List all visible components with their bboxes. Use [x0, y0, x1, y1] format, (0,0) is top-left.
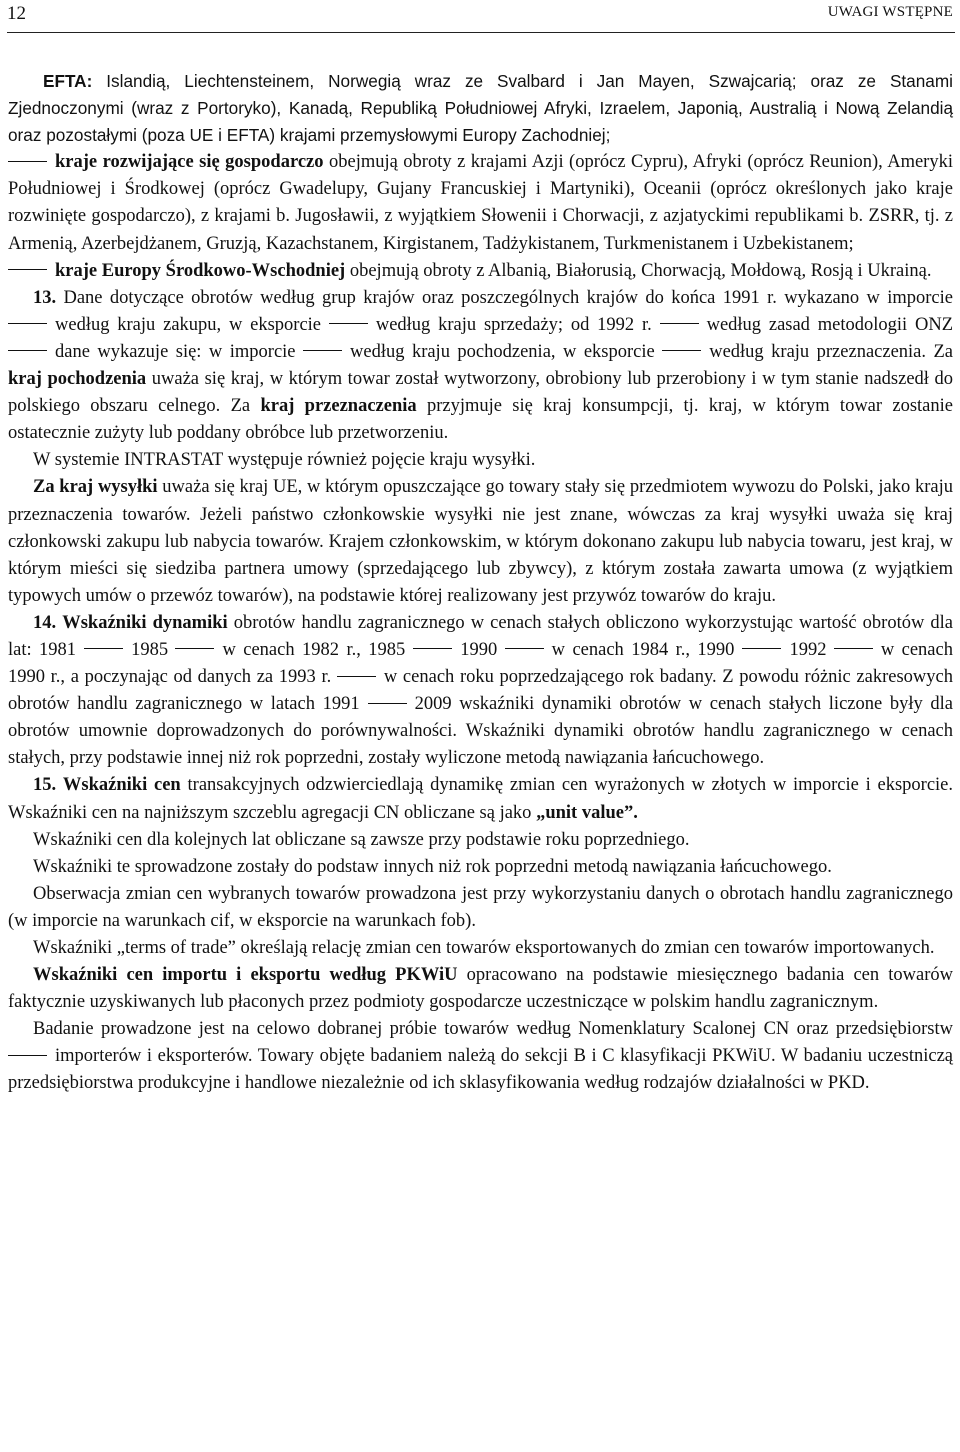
note-14-text: 2009 wskaźniki dynamiki obrotów w cenach stałych liczone były dla obrotów umownie doprowadzonych do porównywalności. Wskaźniki dynamiki obrotów handlu zagranicznego w cenach stałych, przy podstawie innej niż rok poprzedni, zostały wyliczone metodą nawiązania łańcuchowego. [8, 694, 953, 769]
note-14-text: w cenach 1982 r., 1985 [222, 639, 406, 660]
note-14-paragraph [8, 610, 953, 773]
dispatch-text: uważa się kraj UE, w którym opuszczające go towary stały się przedmiotem wywozu do Polski, jako kraju przeznaczenia towarów. Jeżeli państwo członkowskie wysyłki nie jest znane, wówczas za kraj wysyłki uważa się kraj członkowski zakupu lub nabycia towarów. Krajem członkowskim, w którym dokonano zakupu lub nabycia towaru, jest kraj, w którym mieści się siedziba partnera umowy (sprzedającego lub zbywcy), z którym została zawarta umowa (z wyjątkiem typowych umów o przewóz towarów), na podstawie której realizowany jest przywóz towarów do kraju. [8, 477, 953, 606]
em-dash [368, 703, 407, 704]
em-dash [505, 648, 544, 649]
em-dash [413, 648, 452, 649]
header-rule [7, 32, 955, 33]
efta-term: EFTA: [43, 71, 93, 91]
note-13-text: uważa się kraj, w którym towar został wytworzony, obrobiony lub przerobiony i w tym stanie nadszedł do polskiego obszaru celnego. Za [8, 369, 954, 417]
note-14-text: w cenach 1990 r., a poczynając od danych za 1993 r. [8, 639, 953, 688]
note-13-text: dane wykazuje się: w imporcie [55, 341, 303, 362]
efta-text: Islandią, Liechtensteinem, Norwegią wraz ze Svalbard i Jan Mayen, Szwajcarią; oraz ze Stanami Zjednoczonymi (wraz z Portoryko), Kanadą, Republiką Południowej Afryki, Izraelem, Japonią, Australią i Nową Zelandią oraz pozostałymi (poza UE i EFTA) krajami przemysłowymi Europy Zachodniej; [8, 71, 953, 146]
price-observation-paragraph: Obserwacja zmian cen wybranych towarów prowadzona jest przy wykorzystaniu danych o obrotach handlu zagranicznego (w imporcie na warunkach cif, w eksporcie na warunkach fob). [8, 883, 953, 931]
central-eastern-text: obejmują obroty z Albanią, Białorusią, Chorwacją, Mołdową, Rosją i Ukrainą. [345, 260, 932, 281]
em-dash [660, 323, 699, 324]
note-14-text: obrotów handlu zagranicznego w cenach stałych obliczono wykorzystując wartość obrotów dla lat: 1981 [8, 612, 953, 660]
em-dash [84, 648, 123, 649]
note-13-text: według kraju przeznaczenia. Za [709, 341, 953, 362]
em-dash [742, 648, 781, 649]
survey-text: importerów i eksporterów. Towary objęte badaniem należą do sekcji B i C klasyfikacji PKWiU. W badaniu uczestniczą przedsiębiorstwa produkcyjne i handlowe niezależnie od ich sklasyfikowania według rodzajów działalności w PKD. [8, 1046, 953, 1094]
developing-text: obejmują obroty z krajami Azji (oprócz Cypru), Afryki (oprócz Reunion), Ameryki Południowej i Środkowej (oprócz Gwadelupy, Gujany Francuskiej i Martyniki), Oceanii (oprócz określonych jako kraje rozwinięte gospodarczo), z krajami b. Jugosławii, z wyjątkiem Słowenii i Chorwacji, z azjatyckimi republikami b. ZSRR, tj. z Armenią, Azerbejdżanem, Gruzją, Kazachstanem, Kirgistanem, Tadżykistanem, Turkmenistanem i Uzbekistanem; [8, 152, 953, 254]
efta-paragraph [8, 68, 953, 149]
price-indices-basis-paragraph: Wskaźniki cen dla kolejnych lat obliczane są zawsze przy podstawie roku poprzedniego. [33, 829, 690, 850]
terms-of-trade-paragraph: Wskaźniki „terms of trade” określają relację zmian cen towarów eksportowanych do zmian cen towarów importowanych. [33, 938, 935, 958]
intrastat-paragraph: W systemie INTRASTAT występuje również pojęcie kraju wysyłki. [33, 450, 536, 471]
note-14-text: 1985 [131, 639, 176, 660]
note-14-text: 1992 [789, 639, 834, 660]
em-dash [337, 676, 376, 677]
chain-linking-paragraph: Wskaźniki te sprowadzone zostały do podstaw innych niż rok poprzedni metodą nawiązania łańcuchowego. [33, 856, 832, 877]
em-dash [8, 323, 47, 324]
em-dash [8, 161, 47, 162]
note-15-number: 15. [33, 775, 57, 796]
developing-term: kraje rozwijające się gospodarczo [55, 152, 324, 173]
developing-countries-paragraph [8, 149, 953, 257]
page-body [8, 68, 953, 1098]
note-13-number: 13. [33, 287, 57, 308]
note-15-text: transakcyjnych odzwierciedlają dynamikę zmian cen wyrażonych w złotych w imporcie i eksporcie. Wskaźniki cen na najniższym szczeblu agregacji CN obliczane są jako [8, 775, 954, 823]
origin-country-term: kraj pochodzenia [8, 369, 147, 390]
note-15-paragraph [8, 772, 953, 826]
em-dash [834, 648, 873, 649]
price-indices-term: Wskaźniki cen [62, 775, 181, 796]
note-13-text: według kraju zakupu, w eksporcie [55, 314, 329, 335]
note-13-text: według kraju sprzedaży; od 1992 r. [375, 314, 660, 335]
central-eastern-paragraph [8, 258, 953, 285]
pkwiu-text: opracowano na podstawie miesięcznego badania cen towarów faktycznie uzyskiwanych lub płaconych przez podmioty gospodarcze uczestniczące w polskim handlu zagranicznym. [8, 965, 954, 1013]
note-13-paragraph [8, 285, 953, 448]
em-dash [662, 350, 701, 351]
destination-country-term: kraj przeznaczenia [260, 396, 417, 417]
em-dash [8, 269, 47, 270]
note-13-text: Dane dotyczące obrotów według grup krajów oraz poszczególnych krajów do końca 1991 r. wykazano w imporcie [56, 287, 953, 308]
note-13-text: według zasad metodologii ONZ [706, 314, 953, 335]
note-13-text: według kraju pochodzenia, w eksporcie [350, 341, 663, 362]
dynamics-indices-term: Wskaźniki dynamiki [62, 612, 228, 633]
pkwiu-paragraph [8, 962, 953, 1016]
dispatch-country-term: Za kraj wysyłki [33, 477, 158, 498]
em-dash [8, 350, 47, 351]
note-14-text: w cenach 1984 r., 1990 [551, 639, 735, 660]
section-title: UWAGI WSTĘPNE [827, 4, 953, 20]
em-dash [175, 648, 214, 649]
unit-value-term: „unit value”. [536, 802, 638, 823]
pkwiu-term: Wskaźniki cen importu i eksportu według PKWiU [33, 965, 458, 986]
page-header [0, 0, 960, 30]
survey-text: Badanie prowadzone jest na celowo dobranej próbie towarów według Nomenklatury Scalonej CN oraz przedsiębiorstw [33, 1019, 953, 1040]
survey-paragraph [8, 1016, 953, 1097]
em-dash [8, 1055, 47, 1056]
note-14-number: 14. [33, 612, 57, 633]
em-dash [329, 323, 368, 324]
central-eastern-term: kraje Europy Środkowo-Wschodniej [55, 260, 346, 281]
page-number: 12 [7, 3, 26, 24]
dispatch-country-paragraph [8, 474, 953, 609]
note-14-text: w cenach roku poprzedzającego rok badany. Z powodu różnic zakresowych obrotów handlu zagranicznego w latach 1991 [8, 667, 953, 715]
note-13-text: przyjmuje się kraj konsumpcji, tj. kraj, w którym towar zostanie ostatecznie zużyty lub poddany obróbce lub przetworzeniu. [8, 396, 953, 444]
note-14-text: 1990 [460, 639, 505, 660]
em-dash [303, 350, 342, 351]
